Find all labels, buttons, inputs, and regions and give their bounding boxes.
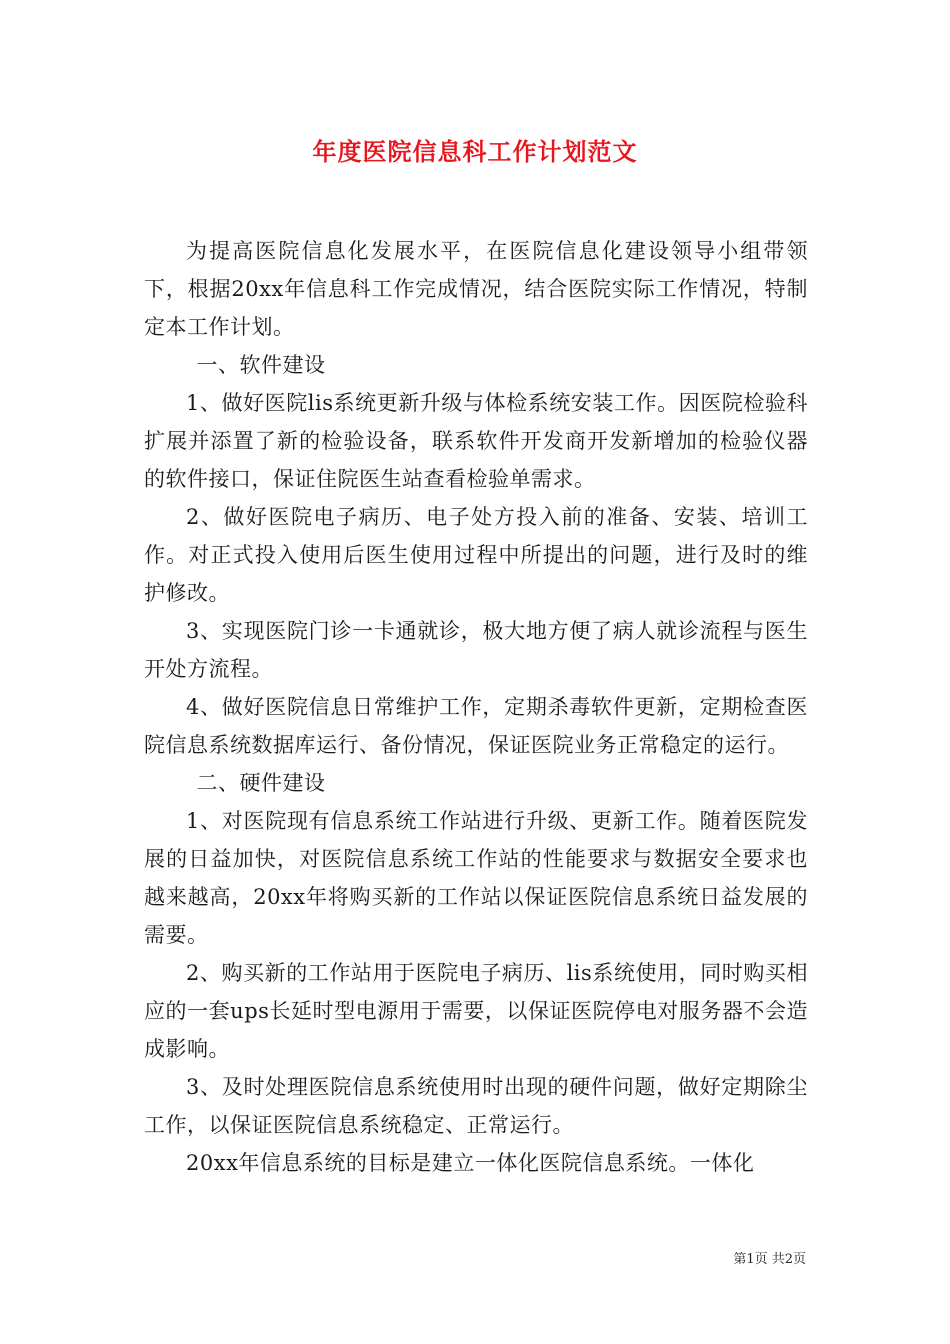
section-heading-hardware: 二、硬件建设: [196, 771, 326, 795]
paragraph-hardware-1: 1、对医院现有信息系统工作站进行升级、更新工作。随着医院发展的日益加快，对医院信息系统工作站的性能要求与数据安全要求也越来越高，20xx年将购买新的工作站以保证医院信息系统日益发展的需要。: [144, 809, 808, 947]
paragraph-goal: 20xx年信息系统的目标是建立一体化医院信息系统。一体化: [186, 1151, 755, 1175]
paragraph-hardware-3: 3、及时处理医院信息系统使用时出现的硬件问题，做好定期除尘工作，以保证医院信息系统稳定、正常运行。: [144, 1075, 808, 1137]
document-title: 年度医院信息科工作计划范文: [312, 137, 638, 166]
paragraph-software-1: 1、做好医院lis系统更新升级与体检系统安装工作。因医院检验科扩展并添置了新的检验设备，联系软件开发商开发新增加的检验仪器的软件接口，保证住院医生站查看检验单需求。: [144, 391, 808, 491]
paragraph-software-2: 2、做好医院电子病历、电子处方投入前的准备、安装、培训工作。对正式投入使用后医生使用过程中所提出的问题，进行及时的维护修改。: [144, 505, 808, 605]
paragraph-intro: 为提高医院信息化发展水平，在医院信息化建设领导小组带领下，根据20xx年信息科工作完成情况，结合医院实际工作情况，特制定本工作计划。: [144, 239, 808, 339]
paragraph-software-4: 4、做好医院信息日常维护工作，定期杀毒软件更新，定期检查医院信息系统数据库运行、备份情况，保证医院业务正常稳定的运行。: [144, 695, 808, 757]
paragraph-hardware-2: 2、购买新的工作站用于医院电子病历、lis系统使用，同时购买相应的一套ups长延时型电源用于需要，以保证医院停电对服务器不会造成影响。: [144, 961, 808, 1061]
page-number-footer: 第1页 共2页: [733, 1252, 806, 1267]
document-body: [144, 232, 808, 1182]
section-heading-software: 一、软件建设: [196, 353, 326, 377]
paragraph-software-3: 3、实现医院门诊一卡通就诊，极大地方便了病人就诊流程与医生开处方流程。: [144, 619, 808, 681]
